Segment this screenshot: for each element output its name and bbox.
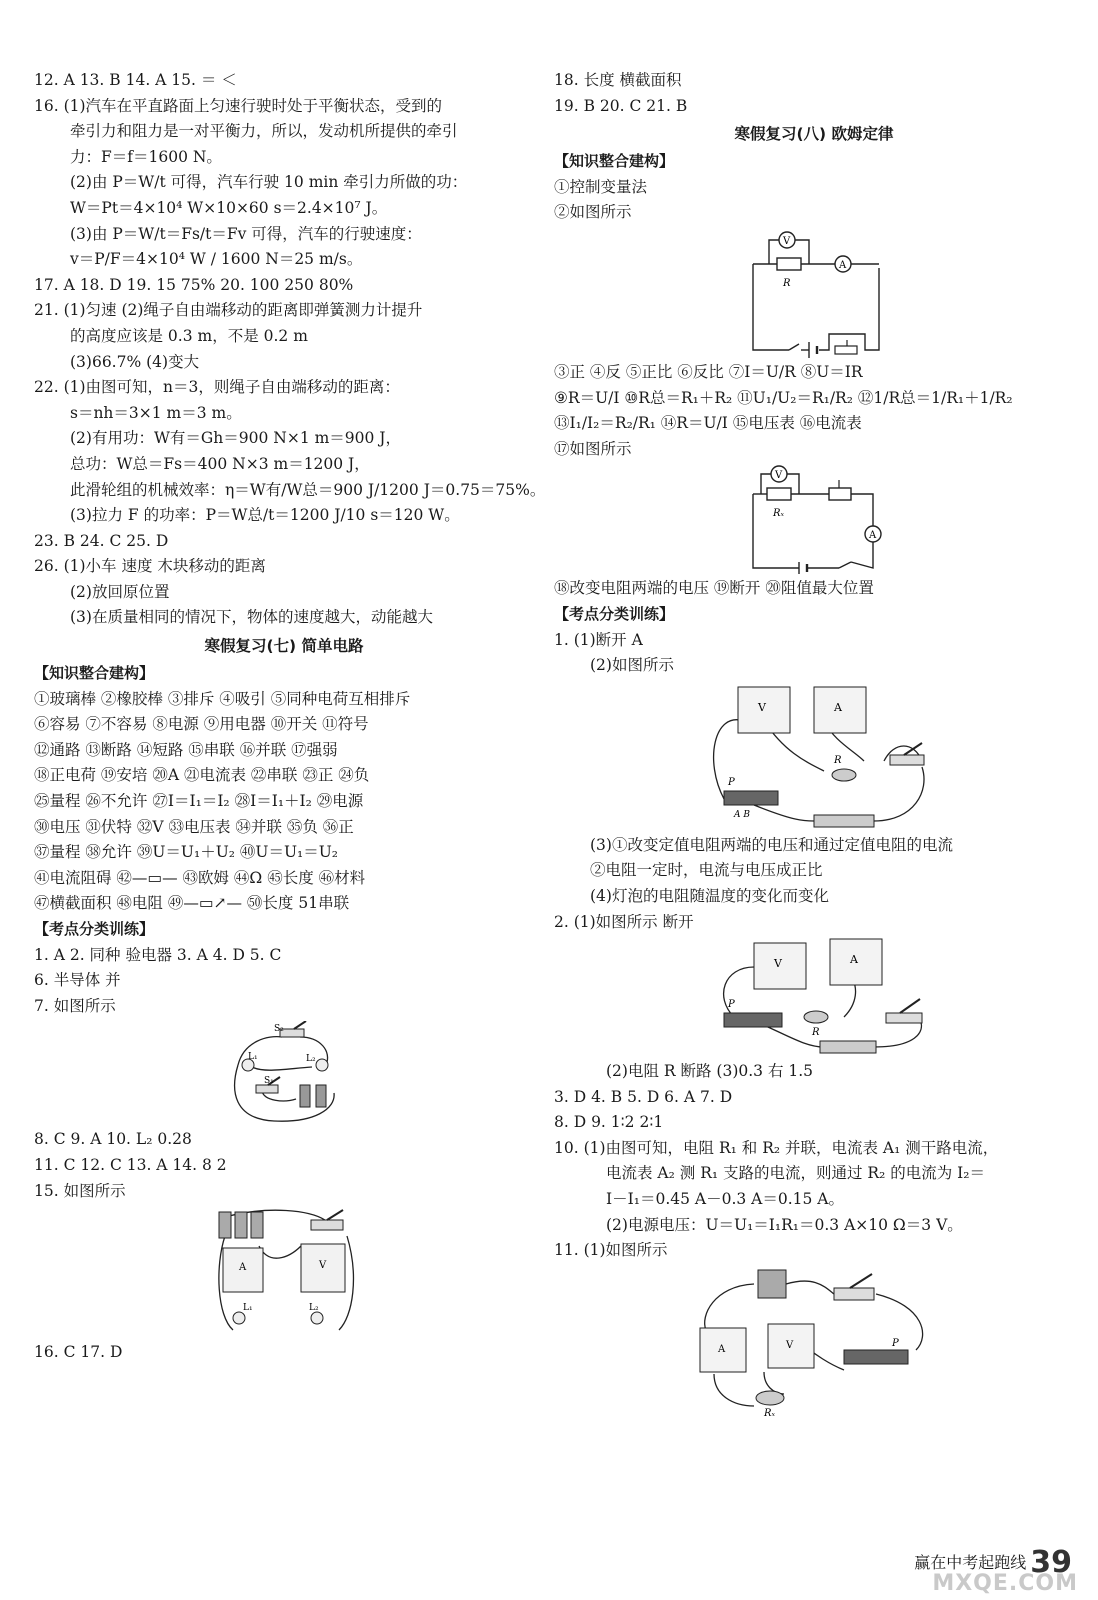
text-line: 21. (1)匀速 (2)绳子自由端移动的距离即弹簧测力计提升 (34, 301, 423, 320)
text-line: (3)①改变定值电阻两端的电压和通过定值电阻的电流 (590, 835, 953, 854)
text-line: 6. 半导体 并 (34, 971, 121, 990)
section-title-7: 寒假复习(七) 简单电路 (204, 637, 364, 656)
circuit-figure-q15 (209, 1206, 359, 1338)
text-line: (3)由 P＝W/t＝Fs/t＝Fv 可得，汽车的行驶速度： (70, 224, 422, 243)
text-line: (2)由 P＝W/t 可得，汽车行驶 10 min 牵引力所做的功： (70, 173, 468, 192)
text-line: 牵引力和阻力是一对平衡力，所以，发动机所提供的牵引 (70, 122, 458, 141)
training-list-right-b (554, 833, 1074, 935)
text-line: ⑱正电荷 ⑲安培 ⑳A ㉑电流表 ㉒串联 ㉓正 ㉔负 (34, 766, 370, 785)
text-line: 此滑轮组的机械效率：η＝W有/W总＝900 J/1200 J＝0.75＝75%。 (70, 480, 546, 499)
svg-text:A: A (834, 700, 842, 714)
svg-text:V: V (786, 1339, 794, 1351)
physical-circuit-figure-1 (694, 681, 934, 831)
text-line: (3)拉力 F 的功率：P＝W总/t＝1200 J/10 s＝120 W。 (70, 506, 460, 525)
text-line: 10. (1)由图可知，电阻 R₁ 和 R₂ 并联，电流表 A₁ 测干路电流， (554, 1138, 999, 1157)
text-line: (3)66.7% (4)变大 (70, 352, 200, 371)
svg-text:V: V (758, 700, 766, 714)
text-line: 12. A 13. B 14. A 15. ＝ ＜ (34, 71, 237, 89)
training-list-right-c (554, 1059, 1074, 1264)
text-line: ⑨R＝U/I ⑩R总＝R₁＋R₂ ⑪U₁/U₂＝R₁/R₂ ⑫1/R总＝1/R₁＋1/R₂ (554, 388, 1013, 407)
text-line: ㊶电流阻碍 ㊷—▭— ㊸欧姆 ㊹Ω ㊺长度 ㊻材料 (34, 868, 366, 887)
text-line: 11. (1)如图所示 (554, 1241, 668, 1260)
svg-text:V: V (783, 235, 791, 247)
text-line: (2)电源电压：U＝U₁＝I₁R₁＝0.3 A×10 Ω＝3 V。 (606, 1215, 963, 1234)
knowledge-heading-left: 【知识整合建构】 (34, 664, 155, 683)
svg-text:L₁: L₁ (248, 1052, 258, 1063)
text-line: 15. 如图所示 (34, 1181, 126, 1200)
svg-text:Rₓ: Rₓ (773, 508, 785, 520)
svg-text:V: V (774, 957, 782, 971)
text-line: 7. 如图所示 (34, 996, 116, 1015)
text-line: (2)电阻 R 断路 (3)0.3 右 1.5 (606, 1062, 814, 1081)
text-line: 11. C 12. C 13. A 14. 8 2 (34, 1155, 227, 1174)
svg-text:R: R (812, 1027, 820, 1039)
training-heading-left: 【考点分类训练】 (34, 920, 155, 938)
text-line: 1. A 2. 同种 验电器 3. A 4. D 5. C (34, 945, 282, 964)
knowledge-list-left (34, 687, 534, 917)
knowledge-list-right-b (554, 360, 1074, 462)
knowledge-line-right-c: ⑱改变电阻两端的电压 ⑲断开 ⑳阻值最大位置 (554, 579, 874, 598)
svg-text:L₂: L₂ (309, 1303, 319, 1314)
text-line: ㉚电压 ㉛伏特 ㉜V ㉝电压表 ㉞并联 ㉟负 ㊱正 (34, 817, 354, 836)
text-line: ⑥容易 ⑦不容易 ⑧电源 ⑨用电器 ⑩开关 ⑪符号 (34, 715, 369, 734)
svg-text:P: P (892, 1337, 899, 1349)
svg-text:R: R (783, 277, 791, 289)
text-line: 17. A 18. D 19. 15 75% 20. 100 250 80% (34, 275, 354, 294)
text-line: ⑫通路 ⑬断路 ⑭短路 ⑮串联 ⑯并联 ⑰强弱 (34, 740, 338, 759)
text-line: 22. (1)由图可知，n＝3，则绳子自由端移动的距离： (34, 378, 400, 397)
circuit-diagram-1 (739, 228, 889, 358)
text-line: ②电阻一定时，电流与电压成正比 (590, 861, 823, 880)
svg-text:L₁: L₁ (243, 1303, 253, 1314)
text-line: ⑰如图所示 (554, 439, 632, 458)
physical-circuit-figure-3 (694, 1266, 934, 1416)
text-line: v＝P/F＝4×10⁴ W / 1600 N＝25 m/s。 (70, 250, 363, 269)
text-line: (2)如图所示 (590, 656, 674, 675)
text-line: (2)放回原位置 (70, 582, 170, 601)
text-line: ③正 ④反 ⑤正比 ⑥反比 ⑦I＝U/R ⑧U＝IR (554, 362, 863, 381)
text-line: 总功：W总＝Fs＝400 N×3 m＝1200 J， (70, 454, 370, 473)
text-line: 8. D 9. 1∶2 2∶1 (554, 1113, 664, 1132)
text-line: 18. 长度 横截面积 (554, 71, 682, 89)
circuit-figure-q7 (224, 1021, 344, 1125)
text-line: 3. D 4. B 5. D 6. A 7. D (554, 1087, 733, 1106)
text-line: 26. (1)小车 速度 木块移动的距离 (34, 557, 266, 576)
text-line: ②如图所示 (554, 203, 632, 222)
svg-text:A: A (869, 530, 877, 542)
physical-circuit-figure-2 (694, 937, 934, 1057)
text-line: 2. (1)如图所示 断开 (554, 912, 694, 931)
svg-text:L₂: L₂ (306, 1054, 316, 1065)
footer-title: 赢在中考起跑线 (914, 1553, 1027, 1572)
watermark: MXQE.COM (932, 1571, 1078, 1596)
text-line: 1. (1)断开 A (554, 630, 643, 649)
knowledge-heading-right: 【知识整合建构】 (554, 152, 675, 171)
training-list-right-a (554, 628, 1074, 679)
svg-text:V: V (775, 470, 783, 482)
left-answers-b (34, 1127, 534, 1204)
left-answers-a (34, 68, 546, 631)
text-line: ㊲量程 ㊳允许 ㊴U＝U₁＋U₂ ㊵U＝U₁＝U₂ (34, 843, 339, 862)
svg-text:V: V (319, 1260, 327, 1272)
svg-text:Rₓ: Rₓ (764, 1407, 776, 1416)
svg-text:S₁: S₁ (264, 1076, 274, 1087)
text-line: ⑬I₁/I₂＝R₂/R₁ ⑭R＝U/I ⑮电压表 ⑯电流表 (554, 414, 862, 433)
training-list-left (34, 943, 534, 1020)
circuit-diagram-2 (739, 464, 889, 574)
text-line: s＝nh＝3×1 m＝3 m。 (70, 403, 242, 422)
text-line: 19. B 20. C 21. B (554, 96, 688, 115)
svg-text:A: A (850, 953, 858, 967)
text-line: 16. (1)汽车在平直路面上匀速行驶时处于平衡状态，受到的 (34, 96, 443, 115)
text-line: 8. C 9. A 10. L₂ 0.28 (34, 1130, 192, 1149)
right-answers-a (554, 68, 1074, 119)
text-line: ①玻璃棒 ②橡胶棒 ③排斥 ④吸引 ⑤同种电荷互相排斥 (34, 689, 411, 708)
text-line: I－I₁＝0.45 A－0.3 A＝0.15 A。 (606, 1190, 844, 1209)
text-line: 电流表 A₂ 测 R₁ 支路的电流，则通过 R₂ 的电流为 I₂＝ (606, 1164, 986, 1183)
svg-text:A: A (239, 1262, 247, 1274)
svg-text:P: P (728, 999, 735, 1011)
svg-text:P: P (728, 776, 735, 788)
right-column (554, 68, 1074, 1418)
left-last-line: 16. C 17. D (34, 1343, 123, 1362)
svg-text:A: A (839, 259, 847, 271)
text-line: ①控制变量法 (554, 177, 648, 196)
text-line: (3)在质量相同的情况下，物体的速度越大，动能越大 (70, 608, 433, 627)
text-line: ㉕量程 ㉖不允许 ㉗I＝I₁＝I₂ ㉘I＝I₁＋I₂ ㉙电源 (34, 792, 364, 811)
svg-text:R: R (834, 754, 842, 766)
text-line: W＝Pt＝4×10⁴ W×10×60 s＝2.4×10⁷ J。 (70, 198, 388, 217)
section-title-8: 寒假复习(八) 欧姆定律 (734, 125, 894, 144)
text-line: 23. B 24. C 25. D (34, 531, 169, 550)
text-line: 力：F＝f＝1600 N。 (70, 147, 222, 166)
knowledge-list-right-a (554, 175, 1074, 226)
training-heading-right: 【考点分类训练】 (554, 604, 675, 623)
svg-text:S₂: S₂ (274, 1024, 284, 1035)
svg-text:A: A (718, 1343, 726, 1355)
left-column (34, 68, 546, 1366)
text-line: (2)有用功：W有＝Gh＝900 N×1 m＝900 J， (70, 429, 402, 448)
page-number: 39 (1030, 1545, 1072, 1580)
svg-text:A B: A B (734, 809, 750, 820)
text-line: (4)灯泡的电阻随温度的变化而变化 (590, 886, 829, 905)
text-line: 的高度应该是 0.3 m，不是 0.2 m (70, 326, 308, 345)
text-line: ㊼横截面积 ㊽电阻 ㊾—▭↗— ㊿长度 51串联 (34, 894, 350, 913)
